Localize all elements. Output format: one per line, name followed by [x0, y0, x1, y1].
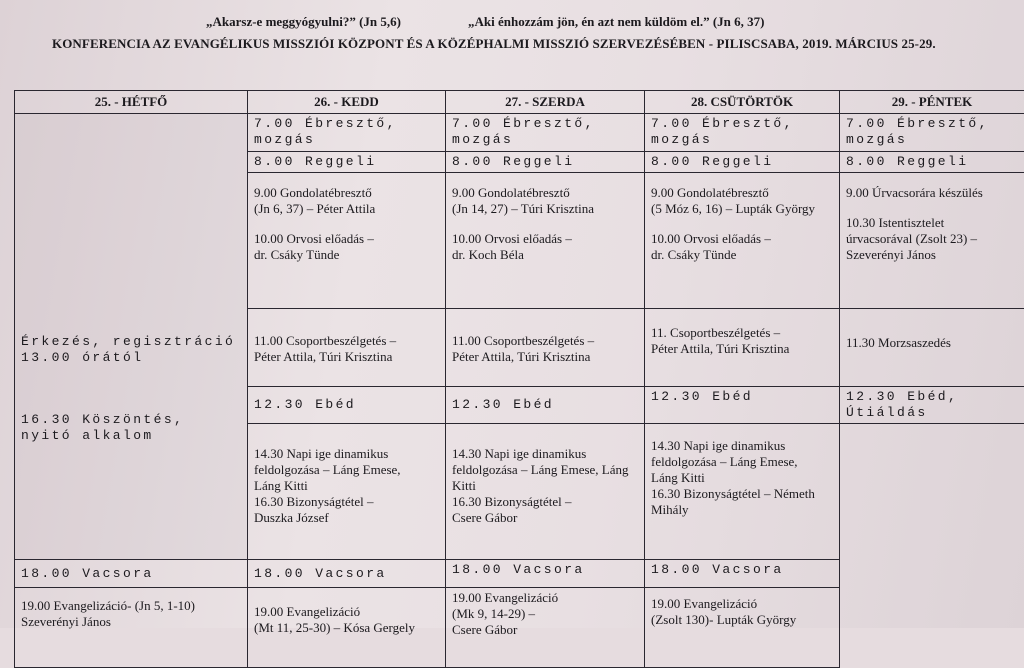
- tuesday-testimony: 16.30 Bizonyságtétel –: [254, 494, 439, 510]
- wednesday-afternoon: [446, 424, 645, 560]
- tuesday-lecture-speaker: dr. Csáky Tünde: [254, 247, 439, 263]
- tuesday-thought-title: 9.00 Gondolatébresztő: [254, 185, 439, 201]
- quote-2: „Aki énhozzám jön, én azt nem küldöm el.” (Jn 6, 37): [468, 14, 764, 30]
- friday-breakfast: 8.00 Reggeli: [840, 152, 1024, 173]
- thursday-bible-study-leaders: feldolgozása – Láng Emese,: [651, 454, 833, 470]
- tuesday-thought-speaker: (Jn 6, 37) – Péter Attila: [254, 201, 439, 217]
- thursday-thought-title: 9.00 Gondolatébresztő: [651, 185, 833, 201]
- friday-communion-prep: 9.00 Úrvacsorára készülés: [846, 185, 1018, 201]
- day-header-thursday: 28. CSÜTÖRTÖK: [645, 91, 840, 114]
- thursday-evangelization-speaker: (Zsolt 130)- Lupták György: [651, 612, 833, 628]
- tuesday-group-title: 11.00 Csoportbeszélgetés –: [254, 333, 439, 349]
- friday-service-detail: úrvacsorával (Zsolt 23) –: [846, 231, 1018, 247]
- friday-farewell: Útiáldás: [846, 405, 1018, 421]
- wednesday-testimony-speaker: Csere Gábor: [452, 510, 638, 526]
- thursday-group-leaders: Péter Attila, Túri Krisztina: [651, 341, 833, 357]
- wednesday-lunch: 12.30 Ebéd: [446, 387, 645, 424]
- wednesday-testimony: 16.30 Bizonyságtétel –: [452, 494, 638, 510]
- tuesday-testimony-speaker: Duszka József: [254, 510, 439, 526]
- friday-group: [840, 309, 1024, 387]
- tuesday-lecture-title: 10.00 Orvosi előadás –: [254, 231, 439, 247]
- thursday-afternoon: [645, 424, 840, 560]
- friday-service-speaker: Szeverényi János: [846, 247, 1018, 263]
- friday-service-title: 10.30 Istentisztelet: [846, 215, 1018, 231]
- monday-dinner: 18.00 Vacsora: [15, 560, 248, 588]
- wednesday-evangelization-speaker: Csere Gábor: [452, 622, 638, 638]
- wednesday-wake: 7.00 Ébresztő, mozgás: [446, 114, 645, 152]
- tuesday-bible-study-leaders: feldolgozása – Láng Emese,: [254, 462, 439, 478]
- friday-empty: [840, 424, 1024, 668]
- tuesday-wake: 7.00 Ébresztő, mozgás: [248, 114, 446, 152]
- thursday-morning: [645, 173, 840, 309]
- thursday-testimony-speaker: Mihály: [651, 502, 833, 518]
- thursday-evangelization: 19.00 Evangelizáció: [651, 596, 833, 612]
- monday-evangelization-speaker: Szeverényi János: [21, 614, 241, 630]
- tuesday-dinner: 18.00 Vacsora: [248, 560, 446, 588]
- monday-main-cell: [15, 114, 248, 560]
- thursday-bible-study: 14.30 Napi ige dinamikus: [651, 438, 833, 454]
- thursday-breakfast: 8.00 Reggeli: [645, 152, 840, 173]
- thursday-testimony: 16.30 Bizonyságtétel – Németh: [651, 486, 833, 502]
- tuesday-evangelization-speaker: (Mt 11, 25-30) – Kósa Gergely: [254, 620, 439, 636]
- tuesday-group-leaders: Péter Attila, Túri Krisztina: [254, 349, 439, 365]
- wednesday-evangelization-verse: (Mk 9, 14-29) –: [452, 606, 638, 622]
- wednesday-bible-study-leaders-2: Kitti: [452, 478, 638, 494]
- thursday-bible-study-leaders-2: Láng Kitti: [651, 470, 833, 486]
- wednesday-dinner: 18.00 Vacsora: [446, 560, 645, 588]
- thursday-lecture-speaker: dr. Csáky Tünde: [651, 247, 833, 263]
- conference-title: KONFERENCIA AZ EVANGÉLIKUS MISSZIÓI KÖZPONT ÉS A KÖZÉPHALMI MISSZIÓ SZERVEZÉSÉBEN - PILISCSABA, 2019. MÁRCIUS 25-29.: [52, 36, 936, 52]
- friday-wake: 7.00 Ébresztő, mozgás: [840, 114, 1024, 152]
- thursday-lunch: 12.30 Ebéd: [645, 387, 840, 424]
- friday-crumbs: 11.30 Morzsaszedés: [846, 335, 1018, 351]
- tuesday-bible-study-leaders-2: Láng Kitti: [254, 478, 439, 494]
- day-header-tuesday: 26. - KEDD: [248, 91, 446, 114]
- wednesday-lecture-title: 10.00 Orvosi előadás –: [452, 231, 638, 247]
- monday-arrival: Érkezés, regisztráció 13.00 órától: [21, 334, 241, 366]
- wednesday-lecture-speaker: dr. Koch Béla: [452, 247, 638, 263]
- wednesday-thought-speaker: (Jn 14, 27) – Túri Krisztina: [452, 201, 638, 217]
- tuesday-morning: [248, 173, 446, 309]
- wednesday-evangelization: 19.00 Evangelizáció: [452, 590, 638, 606]
- wednesday-group: [446, 309, 645, 387]
- wednesday-bible-study: 14.30 Napi ige dinamikus: [452, 446, 638, 462]
- tuesday-bible-study: 14.30 Napi ige dinamikus: [254, 446, 439, 462]
- tuesday-breakfast: 8.00 Reggeli: [248, 152, 446, 173]
- wednesday-group-leaders: Péter Attila, Túri Krisztina: [452, 349, 638, 365]
- tuesday-group: [248, 309, 446, 387]
- wednesday-breakfast: 8.00 Reggeli: [446, 152, 645, 173]
- tuesday-afternoon: [248, 424, 446, 560]
- tuesday-evangelization: 19.00 Evangelizáció: [254, 604, 439, 620]
- friday-lunch: [840, 387, 1024, 424]
- schedule-table: [14, 90, 1024, 668]
- quote-1: „Akarsz-e meggyógyulni?” (Jn 5,6): [206, 14, 401, 30]
- thursday-dinner: 18.00 Vacsora: [645, 560, 840, 588]
- thursday-group: [645, 309, 840, 387]
- wednesday-bible-study-leaders: feldolgozása – Láng Emese, Láng: [452, 462, 638, 478]
- wednesday-morning: [446, 173, 645, 309]
- thursday-thought-speaker: (5 Móz 6, 16) – Lupták György: [651, 201, 833, 217]
- tuesday-lunch: 12.30 Ebéd: [248, 387, 446, 424]
- friday-morning: [840, 173, 1024, 309]
- friday-lunch-label: 12.30 Ebéd,: [846, 389, 1018, 405]
- day-header-monday: 25. - HÉTFŐ: [15, 91, 248, 114]
- wednesday-thought-title: 9.00 Gondolatébresztő: [452, 185, 638, 201]
- day-header-wednesday: 27. - SZERDA: [446, 91, 645, 114]
- monday-greeting: 16.30 Köszöntés, nyitó alkalom: [21, 412, 241, 444]
- monday-evangelization: 19.00 Evangelizáció- (Jn 5, 1-10): [21, 598, 241, 614]
- thursday-wake: 7.00 Ébresztő, mozgás: [645, 114, 840, 152]
- thursday-group-title: 11. Csoportbeszélgetés –: [651, 325, 833, 341]
- thursday-lecture-title: 10.00 Orvosi előadás –: [651, 231, 833, 247]
- wednesday-group-title: 11.00 Csoportbeszélgetés –: [452, 333, 638, 349]
- day-header-friday: 29. - PÉNTEK: [840, 91, 1024, 114]
